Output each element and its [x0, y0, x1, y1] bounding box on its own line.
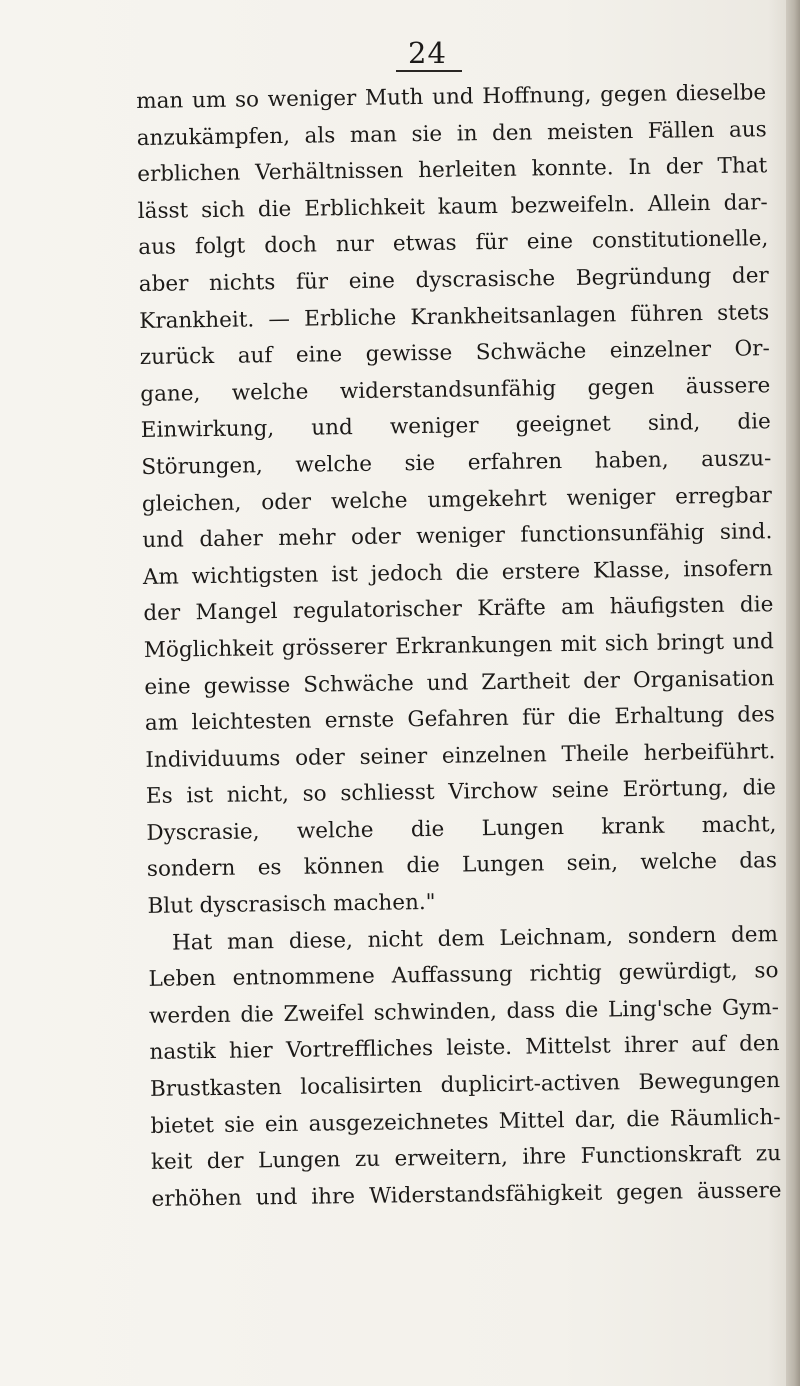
text-line: der Mangel regulatorischer Kräfte am häufigsten die: [143, 592, 774, 627]
text-line: und daher mehr oder weniger functionsunfähig sind.: [142, 519, 773, 554]
text-line: keit der Lungen zu erweitern, ihre Functionskraft zu: [150, 1141, 782, 1176]
text-line: Hat man diese, nicht dem Leichnam, sondern dem: [171, 921, 779, 956]
text-line: Leben entnommene Auffassung richtig gewürdigt, so: [148, 958, 779, 993]
text-line: gleichen, oder welche umgekehrt weniger erregbar: [141, 482, 772, 517]
page-number: 24: [408, 36, 447, 70]
text-line: gane, welche widerstandsunfähig gegen äussere: [140, 372, 771, 407]
text-line: Brustkasten localisirten duplicirt-activen Bewegungen: [149, 1068, 781, 1102]
text-line: erblichen Verhältnissen herleiten konnte. In der That: [137, 153, 768, 188]
text-line: Individuums oder seiner einzelnen Theile herbeiführt.: [145, 738, 776, 773]
text-line: erhöhen und ihre Widerstandsfähigkeit gegen äussere: [151, 1177, 782, 1212]
text-line: bietet sie ein ausgezeichnetes Mittel dar, die Räumlich-: [150, 1104, 781, 1139]
text-line: Dyscrasie, welche die Lungen krank macht,: [146, 812, 777, 846]
text-line: man um so weniger Muth und Hoffnung, gegen dieselbe: [136, 80, 767, 114]
page-edge: [786, 0, 800, 1386]
page-number-underline: [396, 70, 462, 72]
text-line: nastik hier Vortreffliches leiste. Mittelst ihrer auf den: [149, 1031, 780, 1066]
text-line: Krankheit. — Erbliche Krankheitsanlagen führen stets: [139, 299, 770, 334]
text-line: Störungen, welche sie erfahren haben, auszu-: [141, 446, 772, 480]
text-line: Es ist nicht, so schliesst Virchow seine Erörtung, die: [145, 775, 777, 810]
text-line: werden die Zweifel schwinden, dass die Ling'sche Gym-: [148, 994, 780, 1029]
text-line: aber nichts für eine dyscrasische Begründung der: [138, 263, 769, 297]
text-line: Möglichkeit grösserer Erkrankungen mit sich bringt und: [143, 629, 775, 663]
text-line: eine gewisse Schwäche und Zartheit der Organisation: [144, 665, 775, 700]
text-line: Am wichtigsten ist jedoch die erstere Klasse, insofern: [142, 555, 773, 590]
text-line: lässt sich die Erblichkeit kaum bezweifeln. Allein dar-: [137, 189, 768, 224]
text-line: zurück auf eine gewisse Schwäche einzelner Or-: [139, 336, 770, 371]
text-line: sondern es können die Lungen sein, welche das: [146, 848, 778, 883]
text-line: am leichtesten ernste Gefahren für die Erhaltung des: [144, 702, 776, 737]
text-line: anzukämpfen, als man sie in den meisten Fällen aus: [136, 116, 767, 151]
text-line: Einwirkung, und weniger geeignet sind, die: [140, 409, 771, 444]
text-line: Blut dyscrasisch machen.": [147, 889, 436, 919]
body-text: [136, 75, 782, 1218]
text-line: aus folgt doch nur etwas für eine constitutionelle,: [138, 226, 769, 261]
